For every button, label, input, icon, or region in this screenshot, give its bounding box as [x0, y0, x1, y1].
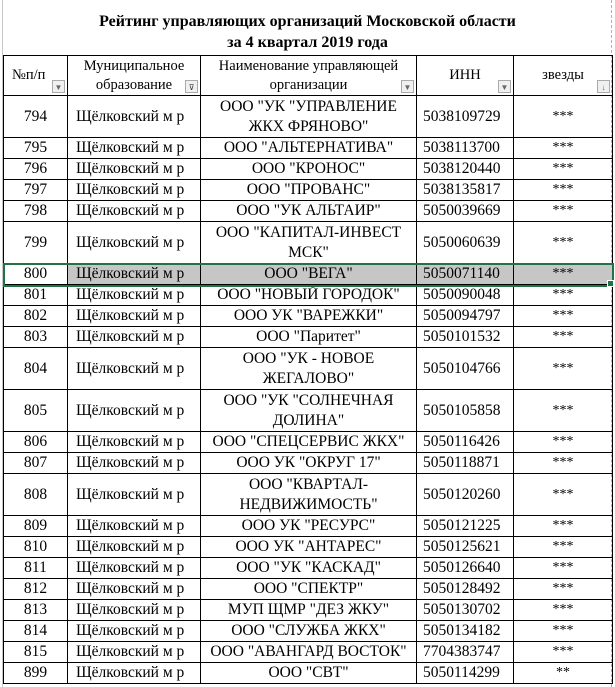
- table-row: [4, 621, 613, 642]
- filter-active-icon[interactable]: ⊽: [185, 80, 198, 93]
- cell-stars[interactable]: ***: [514, 180, 613, 201]
- cell-municipality[interactable]: Щёлковский м р: [68, 642, 201, 663]
- table-row: [4, 96, 613, 138]
- cell-municipality[interactable]: Щёлковский м р: [68, 621, 201, 642]
- cell-org-name[interactable]: ООО "КАПИТАЛ-ИНВЕСТ МСК": [201, 222, 417, 264]
- cell-stars[interactable]: ***: [514, 285, 613, 306]
- cell-stars[interactable]: ***: [514, 138, 613, 159]
- cell-number[interactable]: 805: [4, 390, 68, 432]
- cell-municipality[interactable]: Щёлковский м р: [68, 222, 201, 264]
- cell-org-name[interactable]: ООО "АВАНГАРД ВОСТОК": [201, 642, 417, 663]
- cell-inn[interactable]: 7704383747: [417, 642, 514, 663]
- cell-org-name[interactable]: ООО "СПЕКТР": [201, 579, 417, 600]
- cell-number[interactable]: 813: [4, 600, 68, 621]
- cell-stars[interactable]: ***: [514, 516, 613, 537]
- header-label: Муниципальное образование: [83, 57, 185, 93]
- fill-handle[interactable]: [607, 280, 614, 287]
- cell-inn[interactable]: 5050134182: [417, 621, 514, 642]
- header-stars[interactable]: [514, 56, 613, 96]
- cell-org-name[interactable]: ООО "СВТ": [201, 663, 417, 684]
- table-row: [4, 180, 613, 201]
- cell-number[interactable]: 814: [4, 621, 68, 642]
- cell-stars[interactable]: ***: [514, 327, 613, 348]
- cell-stars[interactable]: ***: [514, 558, 613, 579]
- table-row: [4, 474, 613, 516]
- table-row: [4, 432, 613, 453]
- table-row: [4, 348, 613, 390]
- cell-inn[interactable]: 5050125621: [417, 537, 514, 558]
- cell-org-name[interactable]: ООО "СПЕЦСЕРВИС ЖКХ": [201, 432, 417, 453]
- header-label: №п/п: [12, 67, 46, 83]
- cell-inn[interactable]: 5050120260: [417, 474, 514, 516]
- cell-inn[interactable]: 5050126640: [417, 558, 514, 579]
- cell-stars[interactable]: ***: [514, 306, 613, 327]
- cell-number[interactable]: 795: [4, 138, 68, 159]
- cell-stars[interactable]: ***: [514, 474, 613, 516]
- cell-municipality[interactable]: Щёлковский м р: [68, 96, 201, 138]
- cell-stars[interactable]: ***: [514, 579, 613, 600]
- cell-stars[interactable]: ***: [514, 453, 613, 474]
- table-row: [4, 138, 613, 159]
- cell-inn[interactable]: 5050128492: [417, 579, 514, 600]
- header-label: Наименование управляющей организации: [218, 57, 399, 93]
- cell-inn[interactable]: 5038135817: [417, 180, 514, 201]
- cell-org-name[interactable]: ООО УК "АНТАРЕС": [201, 537, 417, 558]
- table-row: [4, 285, 613, 306]
- cell-number[interactable]: 799: [4, 222, 68, 264]
- cell-inn[interactable]: 5038109729: [417, 96, 514, 138]
- header-label: ИНН: [449, 67, 481, 83]
- cell-stars[interactable]: **: [514, 663, 613, 684]
- table-row: [4, 663, 613, 684]
- cell-stars[interactable]: ***: [514, 159, 613, 180]
- cell-org-name[interactable]: ООО "КВАРТАЛ-НЕДВИЖИМОСТЬ": [201, 474, 417, 516]
- filter-dropdown-icon[interactable]: ▼: [498, 80, 511, 93]
- cell-org-name[interactable]: ООО "ПРОВАНС": [201, 180, 417, 201]
- cell-stars[interactable]: ***: [514, 264, 613, 285]
- header-label: звезды: [542, 67, 584, 83]
- cell-org-name[interactable]: ООО УК "РЕСУРС": [201, 516, 417, 537]
- cell-org-name[interactable]: ООО "ВЕГА": [201, 264, 417, 285]
- cell-stars[interactable]: ***: [514, 600, 613, 621]
- cell-number[interactable]: 803: [4, 327, 68, 348]
- cell-number[interactable]: 812: [4, 579, 68, 600]
- cell-municipality[interactable]: Щёлковский м р: [68, 138, 201, 159]
- cell-inn[interactable]: 5050090048: [417, 285, 514, 306]
- table-row: [4, 642, 613, 663]
- cell-stars[interactable]: ***: [514, 96, 613, 138]
- cell-stars[interactable]: ***: [514, 390, 613, 432]
- cell-inn[interactable]: 5038113700: [417, 138, 514, 159]
- cell-inn[interactable]: 5050101532: [417, 327, 514, 348]
- cell-municipality[interactable]: Щёлковский м р: [68, 159, 201, 180]
- header-row: [4, 56, 613, 96]
- cell-municipality[interactable]: Щёлковский м р: [68, 285, 201, 306]
- sheet-title: Рейтинг управляющих организаций Московской области: [99, 13, 516, 30]
- cell-municipality[interactable]: Щёлковский м р: [68, 537, 201, 558]
- cell-inn[interactable]: 5050130702: [417, 600, 514, 621]
- cell-number[interactable]: 801: [4, 285, 68, 306]
- cell-municipality[interactable]: Щёлковский м р: [68, 558, 201, 579]
- cell-org-name[interactable]: ООО "УК "СОЛНЕЧНАЯ ДОЛИНА": [201, 390, 417, 432]
- cell-municipality[interactable]: Щёлковский м р: [68, 579, 201, 600]
- table-row: [4, 327, 613, 348]
- cell-municipality[interactable]: Щёлковский м р: [68, 516, 201, 537]
- cell-municipality[interactable]: Щёлковский м р: [68, 663, 201, 684]
- cell-stars[interactable]: ***: [514, 621, 613, 642]
- cell-number[interactable]: 810: [4, 537, 68, 558]
- cell-municipality[interactable]: Щёлковский м р: [68, 201, 201, 222]
- cell-number[interactable]: 815: [4, 642, 68, 663]
- table-row: [4, 390, 613, 432]
- cell-inn[interactable]: 5038120440: [417, 159, 514, 180]
- cell-org-name[interactable]: ООО "НОВЫЙ ГОРОДОК": [201, 285, 417, 306]
- table-row: [4, 264, 613, 285]
- table-row: [4, 201, 613, 222]
- cell-municipality[interactable]: Щёлковский м р: [68, 264, 201, 285]
- cell-municipality[interactable]: Щёлковский м р: [68, 474, 201, 516]
- header-inn[interactable]: [417, 56, 514, 96]
- table-row: [4, 558, 613, 579]
- cell-org-name[interactable]: ООО "УК "УПРАВЛЕНИЕ ЖКХ ФРЯНОВО": [201, 96, 417, 138]
- cell-stars[interactable]: ***: [514, 432, 613, 453]
- cell-number[interactable]: 800: [4, 264, 68, 285]
- cell-org-name[interactable]: ООО "КРОНОС": [201, 159, 417, 180]
- cell-number[interactable]: 808: [4, 474, 68, 516]
- cell-inn[interactable]: 5050094797: [417, 306, 514, 327]
- cell-number[interactable]: 798: [4, 201, 68, 222]
- cell-municipality[interactable]: Щёлковский м р: [68, 600, 201, 621]
- cell-stars[interactable]: ***: [514, 201, 613, 222]
- table-row: [4, 306, 613, 327]
- cell-inn[interactable]: 5050060639: [417, 222, 514, 264]
- cell-municipality[interactable]: Щёлковский м р: [68, 348, 201, 390]
- cell-org-name[interactable]: ООО "СЛУЖБА ЖКХ": [201, 621, 417, 642]
- table-row: [4, 453, 613, 474]
- cell-number[interactable]: 794: [4, 96, 68, 138]
- filter-dropdown-icon[interactable]: ▼: [52, 80, 65, 93]
- cell-municipality[interactable]: Щёлковский м р: [68, 180, 201, 201]
- table-row: [4, 600, 613, 621]
- cell-number[interactable]: 804: [4, 348, 68, 390]
- cell-org-name[interactable]: ООО "УК - НОВОЕ ЖЕГАЛОВО": [201, 348, 417, 390]
- table-row: [4, 579, 613, 600]
- table-row: [4, 516, 613, 537]
- sheet-subtitle: за 4 квартал 2019 года: [227, 34, 388, 51]
- cell-municipality[interactable]: Щёлковский м р: [68, 327, 201, 348]
- cell-org-name[interactable]: ООО "УК "КАСКАД": [201, 558, 417, 579]
- cell-stars[interactable]: ***: [514, 642, 613, 663]
- cell-org-name[interactable]: ООО УК "ВАРЕЖКИ": [201, 306, 417, 327]
- cell-org-name[interactable]: ООО "УК АЛЬТАИР": [201, 201, 417, 222]
- cell-inn[interactable]: 5050118871: [417, 453, 514, 474]
- cell-inn[interactable]: 5050039669: [417, 201, 514, 222]
- header-org-name[interactable]: [201, 56, 417, 96]
- cell-number[interactable]: 809: [4, 516, 68, 537]
- cell-number[interactable]: 899: [4, 663, 68, 684]
- sort-descending-icon[interactable]: ↓: [597, 80, 610, 93]
- table-row: [4, 537, 613, 558]
- cell-municipality[interactable]: Щёлковский м р: [68, 453, 201, 474]
- cell-org-name[interactable]: ООО "АЛЬТЕРНАТИВА": [201, 138, 417, 159]
- cell-org-name[interactable]: МУП ЩМР "ДЕЗ ЖКУ": [201, 600, 417, 621]
- cell-org-name[interactable]: ООО "Паритет": [201, 327, 417, 348]
- filter-dropdown-icon[interactable]: ▼: [401, 80, 414, 93]
- cell-number[interactable]: 811: [4, 558, 68, 579]
- cell-number[interactable]: 797: [4, 180, 68, 201]
- cell-stars[interactable]: ***: [514, 348, 613, 390]
- rating-table: [3, 55, 613, 684]
- cell-number[interactable]: 796: [4, 159, 68, 180]
- cell-number[interactable]: 807: [4, 453, 68, 474]
- cell-municipality[interactable]: Щёлковский м р: [68, 432, 201, 453]
- header-municipality[interactable]: [68, 56, 201, 96]
- cell-inn[interactable]: 5050104766: [417, 348, 514, 390]
- cell-inn[interactable]: 5050121225: [417, 516, 514, 537]
- cell-inn[interactable]: 5050114299: [417, 663, 514, 684]
- cell-number[interactable]: 802: [4, 306, 68, 327]
- cell-inn[interactable]: 5050071140: [417, 264, 514, 285]
- cell-inn[interactable]: 5050105858: [417, 390, 514, 432]
- cell-inn[interactable]: 5050116426: [417, 432, 514, 453]
- cell-stars[interactable]: ***: [514, 222, 613, 264]
- table-row: [4, 159, 613, 180]
- cell-org-name[interactable]: ООО УК "ОКРУГ 17": [201, 453, 417, 474]
- table-body: [4, 96, 613, 684]
- cell-stars[interactable]: ***: [514, 537, 613, 558]
- table-row: [4, 222, 613, 264]
- cell-municipality[interactable]: Щёлковский м р: [68, 306, 201, 327]
- cell-municipality[interactable]: Щёлковский м р: [68, 390, 201, 432]
- header-number[interactable]: [4, 56, 68, 96]
- cell-number[interactable]: 806: [4, 432, 68, 453]
